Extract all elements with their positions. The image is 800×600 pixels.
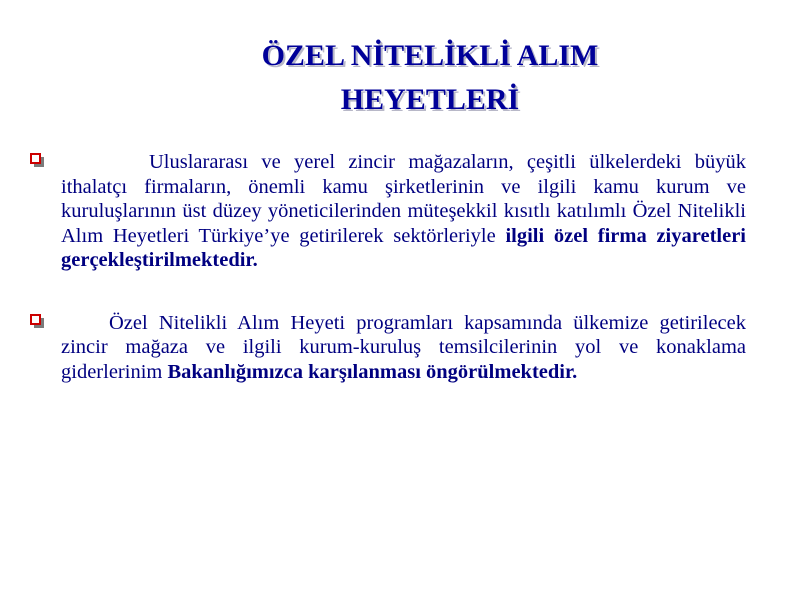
bullet-text-2 [61, 311, 746, 385]
title-line-2: HEYETLERİ [340, 83, 520, 116]
bullet-text-1 [61, 150, 746, 273]
bullet-2-regular-text: Özel Nitelikli Alım Heyeti programları kapsamında ülkemize getirilecek zincir mağaza ve ilgili kurum-kuruluş temsilcilerinin yol ve konaklama giderlerinim [61, 311, 746, 383]
bullet-2-bold-text: Bakanlığımızca karşılanması öngörülmektedir. [167, 360, 578, 383]
slide-title [160, 34, 700, 122]
bullet-1-bold-text: ilgili özel firma ziyaretleri gerçekleştirilmektedir. [61, 224, 747, 271]
bullet-list [30, 150, 746, 422]
bullet-item-1 [30, 150, 746, 273]
hollow-square-bullet-icon [30, 314, 44, 328]
bullet-item-2 [30, 311, 746, 385]
bullet-1-regular-text: Uluslararası ve yerel zincir mağazaların, çeşitli ülkelerdeki büyük ithalatçı firmaların, önemli kamu şirketlerinin ve ilgili kamu kurum ve kuruluşlarının üst düzey yöneticilerinden müteşekkil kısıtlı katılımlı Özel Nitelikli Alım Heyetleri Türkiye’ye getirilerek sektörleriyle [61, 151, 746, 247]
hollow-square-bullet-icon [30, 153, 44, 167]
title-line-1: ÖZEL NİTELİKLİ ALIM [261, 39, 599, 72]
